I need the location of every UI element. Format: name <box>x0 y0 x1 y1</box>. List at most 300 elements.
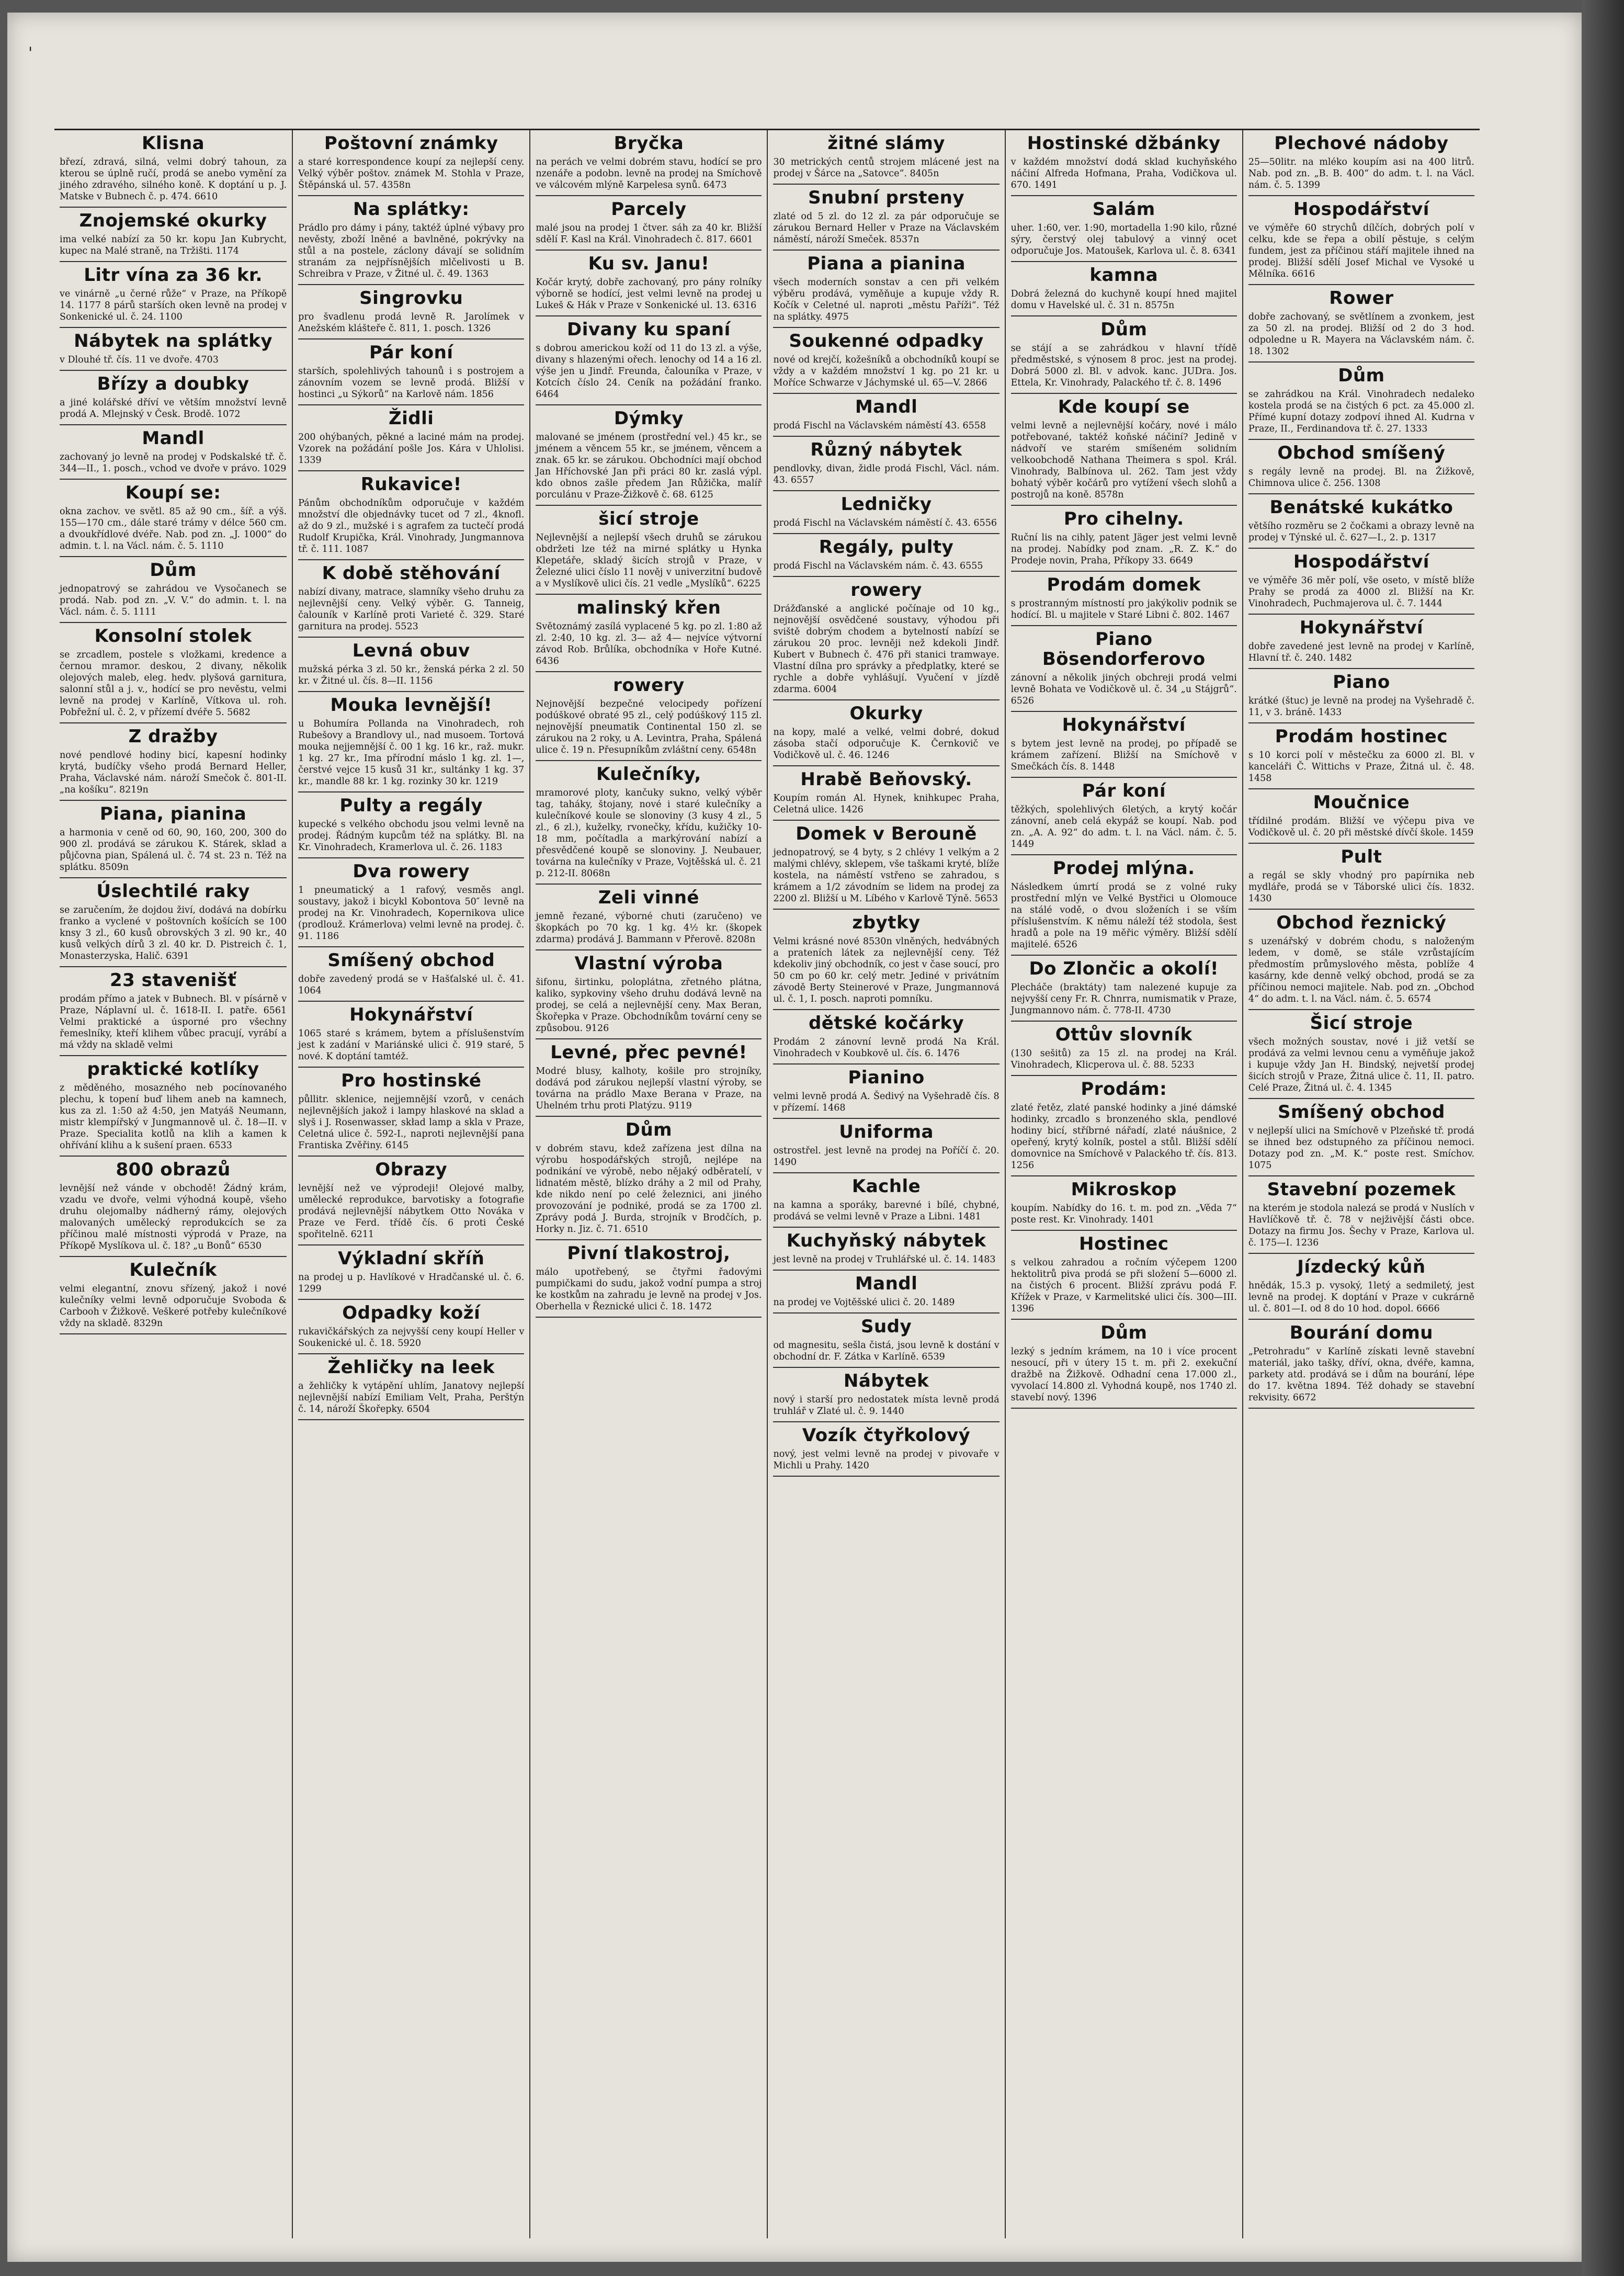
classified-ad <box>1011 1022 1237 1076</box>
ad-title: Smíšený obchod <box>327 950 495 971</box>
ad-title: Prodám hostinec <box>1275 726 1448 747</box>
classified-ad <box>1248 285 1474 363</box>
ad-title: Pro cihelny. <box>1063 508 1184 529</box>
ad-title: Jízdecký kůň <box>1297 1256 1426 1277</box>
column-5 <box>1005 130 1242 2238</box>
classified-ad <box>773 821 999 910</box>
classified-ad <box>1011 262 1237 316</box>
classified-ad <box>1248 494 1474 549</box>
ad-body: Drážďanské a anglické počínaje od 10 kg., nejnovější osvědčené soustavy, výhodou při sviště dobrým chodem a bytelností nabízí se zárukou 20 proc. levněji než kdekoli Jindř. Kubert v Bubnech č. 476 při stanici tramwaye. Vlastní dílna pro správky a předplatky, které se rychle a dobře vyhlášují. Vyučení v jízdě zdarma. 6004 <box>773 604 1000 695</box>
ad-body: jednopatrový se zahrádou ve Vysočanech se prodá. Nab. pod zn. „V. V.“ do admin. t. l. na Václ. nám. č. 5. 1111 <box>60 584 287 617</box>
ad-body: na perách ve velmi dobrém stavu, hodící se pro nzenáře a podobn. levně na prodej na Smíchově ve válcovém mlýně Karpelesa synů. 6473 <box>536 157 762 190</box>
ad-body: (130 sešitů) za 15 zl. na prodej na Král. Vinohradech, Klicperova ul. č. 88. 5233 <box>1010 1048 1237 1070</box>
ad-body: na kopy, malé a velké, velmi dobré, dokud zásoba stačí odporučuje K. Černkovič ve Vodičkově ul. č. 46. 1246 <box>773 727 1000 761</box>
ad-body: málo upotřebený, se čtyřmi řadovými pumpičkami do sudu, jakož vodní pumpa a stroj ke kostkům na zahradu je levně na prodej v Jos. Oberhella v Řeznické ulici č. 18. 1472 <box>536 1267 762 1312</box>
ad-body: s uzenářský v dobrém chodu, s naloženým ledem, v domě, se stále vzrůstajícím předmostím průmyslového města, poblíže 4 kasárny, kde denně velký obchod, prodá se za příčinou nemoci majitele. Nab. pod zn. „Obchod 4“ do adm. t. l. na Václ. nám. č. 5. 6574 <box>1248 936 1474 1004</box>
ad-body: ve vinárně „u černé růže“ v Praze, na Příkopě 14. 1177 8 párů starších oken levně na prodej v Sonkenické ul. č. 24. 1100 <box>60 289 287 322</box>
ad-body: 25—50litr. na mléko koupím asi na 400 litrů. Nab. pod zn. „B. B. 400“ do adm. t. l. na Václ. nám. č. 5. 1399 <box>1248 157 1474 190</box>
column-6 <box>1242 130 1480 2238</box>
ad-title: Ottův slovník <box>1055 1024 1193 1045</box>
classified-ad <box>1248 1320 1474 1409</box>
ad-body: prodá Fischl na Václavském nám. č. 43. 6555 <box>773 561 983 571</box>
ad-title: Mandl <box>855 397 918 417</box>
column-1 <box>54 130 292 2238</box>
ad-body: na prodej ve Vojtěšské ulici č. 20. 1489 <box>773 1297 955 1308</box>
ad-body: uher. 1:60, ver. 1:90, mortadella 1:90 kilo, různé sýry, čerstvý olej tabulový a vinný ocet odporučuje Jos. Matoušek, Karlova ul. č. 8. 6341 <box>1010 223 1237 256</box>
ad-title: Hokynářství <box>1299 617 1424 638</box>
classified-ad <box>60 262 287 328</box>
ad-title: Hrabě Beňovský. <box>800 769 972 790</box>
ad-body: lezký s jedním krámem, na 10 i více procent nesoucí, při v útery 15 t. m. při 2. exekuční dražbě na Žižkově. Odhadní cena 17.000 zl., vyvolací 14.800 zl. Vyhodná koupě, nos 1740 zl. stavebí nový. 1396 <box>1010 1346 1237 1403</box>
ad-body: Nejlevnější a nejlepší všech druhů se zárukou obdržeti lze též na mirné splátky u Hynka Klepetáře, skladý šicích strojů v Praze, v Železné ulici číslo 11 nověj v univerzitní budově a v Myslíkově ulici čís. 21 vedle „Myslíků“. 6225 <box>536 533 762 589</box>
ad-title: Ku sv. Janu! <box>588 253 710 274</box>
ad-body: s 10 korci polí v městečku za 6000 zl. Bl. v kanceláři Č. Wittichs v Praze, Žitná ul. č. 48. 1458 <box>1248 750 1474 784</box>
ad-body: Kočár krytý, dobře zachovaný, pro pány rolníky výborně se hodící, jest velmi levně na prodej u Lukeš & Hák v Praze v Sonkenické ul. 13. 6316 <box>536 277 762 311</box>
classified-ad <box>60 878 287 967</box>
classified-ad <box>1248 1176 1474 1254</box>
classified-ad <box>60 1157 287 1257</box>
ad-body: všech možných soustav, nové i již vetší se prodává za velmi levnou cenu a vyměňuje jakož i kupuje vždy Jan H. Bindský, nejvetší prodej šicích strojů v Praze, Žitná ulice č. 11, II. patro. Celé Praze, Žitná ul. č. 4. 1345 <box>1248 1037 1474 1093</box>
column-2 <box>292 130 529 2238</box>
ad-body: všech moderních sonstav a cen při velkém výběru prodává, vyměňuje a kupuje vždy R. Kočík v Celetné ul. naproti „městu Paříži“. Též na splátky. 4975 <box>773 277 1000 322</box>
classified-ad <box>60 1056 287 1157</box>
ad-title: Bryčka <box>614 133 684 154</box>
classified-ad <box>298 692 524 792</box>
ad-body: šifonu, širtinku, poloplátna, zřetného plátna, kaliko, sypkoviny všeho druhu dodává levně na prodej, se celá a nejlevnější ceny. Max Beran, Škořepka v Praze. Obchodníkům tovární ceny se způsobou. 9126 <box>536 977 762 1034</box>
ad-title: Hokynářství <box>1062 715 1186 735</box>
ad-body: dobře zachovaný, se světlínem a zvonkem, jest za 50 zl. na prodej. Bližší od 2 do 3 hod. odpoledne u R. Mayera na Václavském nám. č. 18. 1302 <box>1248 312 1474 357</box>
classified-ad <box>1011 394 1237 506</box>
classified-ad <box>773 491 999 534</box>
ad-body: na kamna a sporáky, barevné i bílé, chybné, prodává se velmi levně v Praze a Libni. 1481 <box>773 1200 1000 1222</box>
ad-title: Plechové nádoby <box>1274 133 1449 154</box>
ad-title: šicí stroje <box>598 508 699 529</box>
ad-body: zachovaný jo levně na prodej v Podskalské tř. č. 344—II., 1. posch., vchod ve dvoře v právo. 1029 <box>60 452 287 474</box>
classified-ad <box>1011 1076 1237 1176</box>
ad-title: Prodej mlýna. <box>1052 858 1195 879</box>
ad-title: zbytky <box>852 912 921 933</box>
classified-ad <box>298 1157 524 1245</box>
ad-body: v dobrém stavu, kdež zařízena jest dílna na výrobu hospodářských strojů, nejlépe na podnikání ve výrobě, nebo nějaký odběratelí, v lidnatém městě, blízko dráhy a 2 mil od Prahy, kde nikdo není po celé železnici, ani jiného provozování je podniké, prodá se za 1700 zl. Zprávy podá J. Burda, strojník v Brodčích, p. Horky n. Jiz. č. 71. 6510 <box>536 1143 762 1235</box>
classified-ad <box>298 1068 524 1157</box>
ad-title: Sudy <box>860 1316 912 1337</box>
ad-body: ima velké nabízí za 50 kr. kopu Jan Kubrycht, kupec na Malé straně, na Tržišti. 1174 <box>60 234 287 256</box>
ad-title: Klisna <box>142 133 205 154</box>
ad-title: Obrazy <box>375 1159 448 1180</box>
classified-ad <box>60 328 287 371</box>
classified-ad <box>536 251 762 316</box>
ad-body: se zaručením, že dojdou živí, dodává na dobírku franko a vyclené v poštovních košících se 100 knsy 3 zl., 60 kusů obrovských 3 zl. 90 kr., 40 kusů velkých dírů 3 zl. 40 kr. D. Pistreich č. 1, Monasterzyska, Halič. 6391 <box>60 905 287 961</box>
classified-ad <box>773 534 999 577</box>
classified-ad <box>773 1010 999 1065</box>
classified-ad <box>60 801 287 878</box>
ad-title: Mandl <box>142 428 205 449</box>
classified-ad <box>536 1240 762 1318</box>
classified-ad <box>60 371 287 425</box>
classified-ad <box>536 316 762 405</box>
classified-ad <box>773 328 999 394</box>
classified-ad <box>1248 910 1474 1010</box>
classified-ad <box>298 339 524 405</box>
ad-body: nový, jest velmi levně na prodej v pivovaře v Michli u Prahy. 1420 <box>773 1449 1000 1471</box>
ad-title: Úslechtilé raky <box>96 881 250 902</box>
ad-body: krátké (štuc) je levně na prodej na Vyšehradě č. 11, v 3. bráně. 1433 <box>1248 696 1474 718</box>
classified-ad <box>1011 1176 1237 1231</box>
ad-title: Bourání domu <box>1289 1322 1434 1343</box>
classified-ad <box>1011 626 1237 712</box>
ad-body: v nejlepší ulici na Smíchově v Plzeňské tř. prodá se ihned bez odstupného za příčinou nemoci. Dotazy pod zn. „M. K.“ poste rest. Smíchov. 1075 <box>1248 1126 1474 1171</box>
ad-title: Soukenné odpadky <box>789 331 984 352</box>
ad-title: Mikroskop <box>1071 1179 1177 1200</box>
classified-ad <box>1248 844 1474 910</box>
classified-ad <box>773 130 999 185</box>
classified-ad <box>1011 506 1237 572</box>
classified-ad <box>60 623 287 723</box>
ad-body: pendlovky, divan, židle prodá Fischl, Václ. nám. 43. 6557 <box>773 463 1000 485</box>
classified-ad <box>60 1257 287 1334</box>
classified-ad <box>298 1002 524 1068</box>
classified-ad <box>773 577 999 700</box>
classified-ad <box>298 792 524 858</box>
classified-ad <box>60 480 287 557</box>
ad-title: Hostinec <box>1079 1233 1169 1254</box>
ad-body: 200 ohýbaných, pěkné a laciné mám na prodej. Vzorek na požádání pošle Jos. Kára v Uhlolisi. 1339 <box>298 432 525 466</box>
ad-body: okna zachov. ve světl. 85 až 90 cm., šíř. a výš. 155—170 cm., dále staré trámy v délce 560 cm. a dvoukřídlové dvéře. Nab. pod zn. „J. 1000“ do admin. t. l. na Václ. nám. č. 5. 1110 <box>60 506 287 551</box>
ad-title: Nábytek na splátky <box>74 331 272 352</box>
classified-ad <box>1011 778 1237 855</box>
classified-ad <box>536 1117 762 1240</box>
ad-title: dětské kočárky <box>808 1013 964 1034</box>
ad-body: zlaté od 5 zl. do 12 zl. za pár odporučuje se zárukou Bernard Heller v Praze na Václavském náměstí, nároží Smeček. 8537n <box>773 211 1000 245</box>
classified-ad <box>536 595 762 672</box>
ad-title: Šicí stroje <box>1310 1013 1413 1034</box>
ad-title: Vlastní výroba <box>574 953 723 974</box>
classified-ad <box>536 672 762 761</box>
ad-title: Kachle <box>851 1176 921 1197</box>
ad-body: Dobrá železná do kuchyně koupí hned majitel domu v Havelské ul. č. 31 n. 8575n <box>1010 289 1237 311</box>
ad-title: Stavební pozemek <box>1267 1179 1456 1200</box>
newspaper-page <box>7 13 1582 2262</box>
ad-title: Ledničky <box>841 494 932 515</box>
ad-title: Obchod smíšený <box>1277 443 1446 463</box>
ad-body: a žehličky k vytápění uhlím, Janatovy nejlepší nejlevnější nabízí Emiliam Velt, Praha, Perštýn č. 14, nároží Škořepky. 6504 <box>298 1381 525 1414</box>
classified-ad <box>773 1313 999 1368</box>
classified-ad <box>60 723 287 801</box>
classified-ad <box>773 1065 999 1119</box>
ad-body: 1 pneumatický a 1 rafový, vesměs angl. soustavy, jakož i bicykl Kobontova 50″ levně na prodej na Kr. Vinohradech, Kopernikova ulice (prodlouž. Krámerlova) velmi levně na prodej. č. 91. 1186 <box>298 885 525 942</box>
classified-ad <box>60 967 287 1056</box>
ad-body: levnější než vánde v obchodě! Žádný krám, vzadu ve dvoře, velmi výhodná koupě, všeho druhu olejomalby nádherný rámy, olejových malovaných umělecký reprodukcích se za příčinou malé místnosti výprodá v Praze, na Příkopě Myslíkova ul. č. 18? „u Bonů“ 6530 <box>60 1183 287 1251</box>
ad-body: Velmi krásné nové 8530n vlněných, hedvábných a prateních látek za nejlevnější ceny. Též kdekoliv jiný obchodník, co jest v čase soucí, pro 50 cm po 60 kr. celý metr. Jediné v privátním závodě Berty Steinerové v Praze, Jungmannová ul. č. 1, I. posch. naproti pomníku. <box>773 936 1000 1004</box>
ad-title: Hokynářství <box>349 1004 473 1025</box>
ad-body: starších, spolehlivých tahounů i s postrojem a zánovním vozem se levně prodá. Bližší v hostinci „u Sýkorů“ na Karlově nám. 1856 <box>298 366 525 400</box>
ad-body: dobře zavedený prodá se v Hašťalské ul. č. 41. 1064 <box>298 974 525 996</box>
classified-ad <box>1248 1010 1474 1099</box>
ad-title: Regály, pulty <box>819 537 954 558</box>
classified-ad <box>773 1228 999 1271</box>
ad-title: Z dražby <box>128 726 218 747</box>
classified-ad <box>1248 440 1474 494</box>
ad-body: a jiné kolářské dříví ve větším množství levně prodá A. Mlejnský v Česk. Brodě. 1072 <box>60 398 287 420</box>
ad-title: kamna <box>1089 265 1159 286</box>
classified-ad <box>60 425 287 480</box>
classified-ad <box>1011 196 1237 262</box>
ad-body: ve výměře 36 měr polí, vše oseto, v místě blíže Prahy se prodá za 4000 zl. Bližší na Kr. Vinohradech, Puchmajerova ul. č. 7. 1444 <box>1248 575 1474 609</box>
classified-ad <box>773 1271 999 1313</box>
column-3 <box>529 130 767 2238</box>
ad-body: s regály levně na prodej. Bl. na Žižkově, Chimnova ulice č. 256. 1308 <box>1248 467 1474 489</box>
ad-title: Hospodářství <box>1293 551 1429 572</box>
ad-body: a staré korrespondence koupí za nejlepší ceny. Velký výběr poštov. známek M. Stohla v Praze, Štěpánská ul. 57. 4358n <box>298 157 525 190</box>
classified-ad <box>773 1422 999 1477</box>
ad-title: praktické kotlíky <box>87 1059 259 1080</box>
classified-ad <box>1248 1254 1474 1320</box>
ad-body: Plecháče (braktáty) tam nalezené kupuje za nejvyšší ceny Fr. R. Chnrra, numismatik v Praze, Jungmannovo nám. č. 778-II. 4730 <box>1010 982 1237 1016</box>
classified-ad <box>298 130 524 196</box>
classified-ad <box>1248 363 1474 440</box>
ad-title: Hospodářství <box>1293 199 1429 220</box>
ad-title: Vozík čtyřkolový <box>802 1425 971 1446</box>
ad-title: Pult <box>1341 846 1382 867</box>
ad-title: Hostinské džbánky <box>1027 133 1221 154</box>
ad-title: Na splátky: <box>353 199 470 220</box>
ad-body: od magnesitu, sešla čistá, jsou levně k dostání v obchodní dr. F. Zátka v Karlíně. 6539 <box>773 1340 1000 1362</box>
ad-body: jest levně na prodej v Truhlářské ul. č. 14. 1483 <box>773 1254 996 1265</box>
ad-title: Uniforma <box>839 1122 934 1142</box>
ad-title: Dům <box>1100 319 1148 340</box>
ad-title: Piana, pianina <box>99 803 247 824</box>
ad-body: hnědák, 15.3 p. vysoký, 1letý a sedmiletý, jest levně na prodej. K doptání v Praze v cukrárně ul. č. 801—I. od 8 do 10 hod. dopol. 6666 <box>1248 1281 1474 1314</box>
ad-body: levnější než ve výprodeji! Olejové malby, umělecké reprodukce, barvotisky a fotografie prodává nejlevnější nábytkem Otto Nováka v Praze ve Ferd. třídě čís. 6 proti České spořitelně. 6211 <box>298 1183 525 1240</box>
ad-body: se zahrádkou na Král. Vinohradech nedaleko kostela prodá se na čistých 6 pct. za 45.000 zl. Přímé kupní dotazy zodpoví ihned Al. Kudrna v Praze, II., Ferdinandova tř. č. 27. 1333 <box>1248 389 1474 434</box>
classified-ad <box>60 130 287 208</box>
classified-ad <box>298 858 524 947</box>
classified-ad <box>1248 130 1474 196</box>
classified-ad <box>298 405 524 471</box>
ad-title: Levné, přec pevné! <box>550 1042 747 1063</box>
classified-ad <box>1011 1231 1237 1320</box>
classified-ad <box>60 557 287 623</box>
ad-body: s prostranným místností pro jakýkoliv podnik se hodící. Bl. u majitele v Staré Libni č. 802. 1467 <box>1010 598 1237 620</box>
classified-ad <box>298 560 524 638</box>
ad-title: Poštovní známky <box>324 133 498 154</box>
ad-body: velmi levně prodá A. Šedivý na Vyšehradě čís. 8 v přízemí. 1468 <box>773 1091 1000 1113</box>
ad-body: nové pendlové hodiny bicí, kapesní hodinky krytá, budíčky všeho prodá Bernard Heller, Praha, Václavské nám. nároží Smečok č. 801-II. „na košíku“. 8219n <box>60 750 287 795</box>
ad-title: Divany ku spaní <box>567 319 731 340</box>
ad-body: „Petrohradu“ v Karlíně získati levně stavební materiál, jako tašky, dříví, okna, dvéře, kamna, parkety atd. prodává se i dům na bourání, lépe do 17. května 1894. Též dohady se stavební rekvisity. 6672 <box>1248 1346 1474 1403</box>
ad-body: většího rozměru se 2 čočkami a obrazy levně na prodej v Týnské ul. č. 627—I., 2. p. 1317 <box>1248 521 1474 543</box>
ad-body: Prodám 2 zánovní levně prodá Na Král. Vinohradech v Koubkově ul. čís. 6. 1476 <box>773 1037 1000 1059</box>
ad-body: kupecké s velkého obchodu jsou velmi levně na prodej. Řádným kupcům též na splátky. Bl. na Kr. Vinohradech, Kramerlova ul. č. 26. 1183 <box>298 819 525 853</box>
ad-title: Moučnice <box>1313 792 1410 813</box>
ad-body: Ruční lis na cihly, patent Jäger jest velmi levně na prodej. Nabídky pod znam. „R. Z. K.“ do Prodeje novin, Praha, Příkopy 33. 6649 <box>1010 533 1237 566</box>
classified-ad <box>1248 196 1474 285</box>
ad-title: Mouka levnější! <box>330 695 492 716</box>
classified-ad <box>536 1039 762 1117</box>
ad-title: Dům <box>150 560 197 581</box>
ad-body: s velkou zahradou a ročním výčepem 1200 hektolitrů piva prodá se při složení 5—6000 zl. na čistých 6 procent. Bližší zprávu podá F. Křížek v Praze, v Karmelitské ulici čís. 300—III. 1396 <box>1010 1258 1237 1314</box>
ad-title: Piano Bösendorferovo <box>1042 629 1206 670</box>
ad-body: nové od krejčí, kožešníků a obchodníků koupí se vždy a v každém množství 1 kg. po 21 kr. u Moříce Schwarze v Jáchymské ul. 65—V. 2866 <box>773 355 1000 388</box>
ad-body: na kterém je stodola nalezá se prodá v Nuslích v Havlíčkově tř. č. 78 v nejživější části obce. Dotazy na firmu Jos. Šechy v Praze, Karlova ul. č. 175—I. 1236 <box>1248 1203 1474 1248</box>
ad-body: 30 metrických centů strojem mlácené jest na prodej v Šárce na „Satovce“. 8405n <box>773 157 1000 179</box>
ad-title: Mandl <box>855 1273 918 1294</box>
ad-body: nový i starší pro nedostatek místa levně prodá truhlář v Zlaté ul. č. 9. 1440 <box>773 1395 1000 1417</box>
classified-ad <box>1011 712 1237 778</box>
ad-title: Kulečníky, <box>596 764 701 785</box>
classified-ad <box>773 437 999 491</box>
classified-ad <box>1248 789 1474 844</box>
scan-edge-shadow <box>1582 0 1624 2276</box>
ad-body: březí, zdravá, silná, velmi dobrý tahoun, za kterou se úplně ručí, prodá se anebo vymění za jiného zdravého, silného koně. K doptání u p. J. Matske v Bubnech č. p. 474. 6610 <box>60 157 287 202</box>
ad-title: Pianino <box>848 1067 925 1088</box>
classified-ad <box>298 638 524 692</box>
ad-title: rowery <box>850 580 922 601</box>
ad-title: Levná obuv <box>352 640 470 661</box>
ad-title: Do Zlončic a okolí! <box>1029 958 1219 979</box>
ad-title: 800 obrazů <box>116 1159 231 1180</box>
classified-ad <box>773 185 999 251</box>
ad-body: na prodej u p. Havlíkové v Hradčanské ul. č. 6. 1299 <box>298 1272 525 1294</box>
ad-title: Kulečník <box>129 1260 217 1281</box>
ad-body: se zrcadlem, postele s vložkami, kredence a černou mramor. deskou, 2 divany, několik olejových maleb, eleg. hedv. plyšová garnitura, salonní stůl a j. v., hodící se pro nevěstu, velmi levně na prodej v Karlíně, Vítkova ul. roh. Pobřežní ul. č. 2, v přízemí dvéře 5. 5682 <box>60 650 287 718</box>
classified-columns <box>54 129 1480 2238</box>
classified-ad <box>298 285 524 339</box>
classified-ad <box>60 208 287 262</box>
ad-body: zánovní a několik jiných obchreji prodá velmi levně Bohata ve Vodičkově ul. č. 34 „u Stájgrů“. 6526 <box>1010 673 1237 706</box>
classified-ad <box>773 1368 999 1422</box>
ad-body: 1065 staré s krámem, bytem a příslušenstvím jest k zadání v Mariánské ulici č. 919 staré, 5 nové. K doptání tamtéž. <box>298 1028 525 1062</box>
ad-body: ve výměře 60 strychů dílčích, dobrých polí v celku, kde se řepa a obilí pěstuje, s celým fundem, jest za příčinou stáří majitele ihned na prodej. Bližší sdělí Josef Michal ve Vysoké u Mělníka. 6616 <box>1248 223 1474 279</box>
ad-body: dobře zavedené jest levně na prodej v Karlíně, Hlavní tř. č. 240. 1482 <box>1248 641 1474 663</box>
ad-title: Konsolní stolek <box>94 626 252 647</box>
ad-body: v Dlouhé tř. čís. 11 ve dvoře. 4703 <box>60 355 219 365</box>
ad-body: prodá Fischl na Václavském náměstí 43. 6558 <box>773 421 986 431</box>
ad-body: z měděného, mosazného neb pocínovaného plechu, k topení buď lihem aneb na kamnech, kus za zl. 1:50 až 4:50, jen Matyáš Neumann, mistr klempířský v Jungmannově ul. č. 18—II. v Praze. Specialita kotlů na klih a kamen k ohřívání klihu a k sušení praen. 6533 <box>60 1083 287 1151</box>
ad-title: Nábytek <box>843 1371 929 1391</box>
ad-title: Dýmky <box>614 408 684 429</box>
ad-body: a harmonia v ceně od 60, 90, 160, 200, 300 do 900 zl. prodává se zárukou K. Stárek, sklad a půjčovna pian, Spálená ul. č. 74 st. 23 n. Též na splátku. 8509n <box>60 828 287 873</box>
ad-title: Kde koupí se <box>1058 397 1190 417</box>
ad-title: Rower <box>1329 288 1394 309</box>
ad-title: Židli <box>389 408 434 429</box>
ad-title: Pivní tlakostroj, <box>567 1243 731 1264</box>
ad-body: mužská pérka 3 zl. 50 kr., ženská pérka 2 zl. 50 kr. v Žitné ul. čís. 8—II. 1156 <box>298 664 525 686</box>
ad-title: 23 stavenišť <box>109 970 237 991</box>
ad-title: K době stěhování <box>322 563 501 584</box>
ad-body: s dobrou americkou koží od 11 do 13 zl. a výše, divany s hlazenými ořech. lenochy od 14 a 16 zl. výše jen u Jindř. Freunda, čalouníka v Praze, v Kotcích číslo 24. Ceník na požádání franko. 6464 <box>536 343 762 400</box>
classified-ad <box>773 766 999 821</box>
classified-ad <box>1011 855 1237 956</box>
ad-title: Pár koní <box>1082 780 1166 801</box>
ad-title: Litr vína za 36 kr. <box>84 265 263 286</box>
classified-ad <box>536 761 762 885</box>
ad-title: Singrovku <box>359 288 463 309</box>
classified-ad <box>536 130 762 196</box>
ad-body: se stájí a se zahrádkou v hlavní třídě předměstské, s výnosem 8 proc. jest na prodej. Dobrá 5000 zl. Bl. v advok. kanc. JUDra. Jos. Ettela, Kr. Vinohrady, Palackého tř. č. 8. 1496 <box>1010 343 1237 388</box>
ad-body: Světoznámý zasílá vyplacené 5 kg. po zl. 1:80 až zl. 2:40, 10 kg. zl. 3— až 4— nejvíce výtvorní závod Rob. Brůlíka, obchodníka v Hoře Kutné. 6436 <box>536 621 762 666</box>
classified-ad <box>773 700 999 766</box>
ad-title: Břízy a doubky <box>97 373 249 394</box>
classified-ad <box>536 885 762 950</box>
ad-body: koupím. Nabídky do 16. t. m. pod zn. „Věda 7“ poste rest. Kr. Vinohrady. 1401 <box>1010 1203 1237 1225</box>
classified-ad <box>1011 1320 1237 1409</box>
classified-ad <box>773 1173 999 1228</box>
classified-ad <box>1011 316 1237 394</box>
ad-body: malé jsou na prodej 1 čtver. sáh za 40 kr. Bližší sdělí F. Kasl na Král. Vinohradech č. 817. 6601 <box>536 223 762 245</box>
ad-title: malinský křen <box>576 597 721 618</box>
classified-ad <box>1248 1099 1474 1176</box>
ad-title: Okurky <box>849 703 923 724</box>
ad-title: Různý nábytek <box>810 439 962 460</box>
classified-ad <box>1011 572 1237 626</box>
column-4 <box>767 130 1004 2238</box>
ad-body: velmi elegantní, znovu sřízený, jakož i nové kulečníky velmi levně odporučuje Svoboda & Carbooh v Žižkově. Veškeré potřeby kulečníkové vždy na skladě. 8329n <box>60 1284 287 1329</box>
classified-ad <box>298 196 524 285</box>
ad-title: Kuchyňský nábytek <box>786 1230 986 1251</box>
ad-body: velmi levně a nejlevnější kočáry, nové i málo potřebované, taktéž koňské náčiní? Jedině v nádvoří ve starém smíšeném solidním velkoobchodě Nathana Theimera s spol. Král. Vinohrady, Balbínova ul. 262. Tam jest vždy bohatý výběr kočárů pro vytížení všech slohů a postrojů na koně. 8578n <box>1010 421 1237 500</box>
classified-ad <box>536 196 762 251</box>
classified-ad <box>1011 956 1237 1022</box>
ad-body: prodá Fischl na Václavském náměstí č. 43. 6556 <box>773 518 997 528</box>
ad-body: Prádlo pro dámy i pány, taktéž úplné výbavy pro nevěsty, zboží lněné a bavlněné, pokrývky na stůl a na postele, záclony dávají se solidním stranám za nejpřísnějších mlčelivosti u B. Schreibra v Praze, v Žitné ul. č. 49. 1363 <box>298 223 525 279</box>
ad-body: Modré blusy, kalhoty, košile pro strojníky, dodává pod zárukou nejlepší vlastní výroby, se továrna na prádlo Maxe Berana v Praze, na Uhelném trhu proti Platýzu. 9119 <box>536 1066 762 1111</box>
ad-title: Odpadky koží <box>342 1303 481 1323</box>
ad-body: jednopatrový, se 4 byty, s 2 chlévy 1 velkým a 2 malými chlévy, sklepem, vše taškami kryté, blíže kostela, na náměstí vstřeno se zahradou, s krámem a 1/2 závodním se lidem na prodej za 2200 zl. Bližší u M. Líbého v Karlově Týně. 5653 <box>773 847 1000 904</box>
classified-ad <box>1248 669 1474 723</box>
ad-title: Dům <box>1338 365 1385 386</box>
ad-body: u Bohumíra Pollanda na Vinohradech, roh Rubešovy a Brandlovy ul., nad musoem. Tortová mouka nejjemnější č. 00 1 kg. 16 kr., raž. mukr. 1 kg. 27 kr., Ima přírodní máslo 1 kg. zl. 1—, čerstvé vejce 15 kusů 31 kr., sultánky 1 kg. 37 kr., mandle 88 kr. 1 kg. rozinky 30 kr. 1219 <box>298 719 525 787</box>
classified-ad <box>773 1119 999 1173</box>
classified-ad <box>773 910 999 1010</box>
classified-ad <box>298 1300 524 1354</box>
ad-title: Parcely <box>611 199 687 220</box>
ad-title: Piano <box>1333 672 1390 693</box>
classified-ad <box>773 394 999 437</box>
ad-title: Zeli vinné <box>598 887 699 908</box>
ad-body: mramorové ploty, kančuky sukno, velký výběr tag, taháky, štojany, nové i staré kulečníky a kulečníkové koule se slonoviny (3 kusy 4 zl., 5 zl., 6 zl.), kuželky, rvonečky, křídu, kužičky 10-18 mm, počítadla a markýrování nabízí a přesvědčené koupě se slonoviny. J. Neubauer, továrna na kulečníky v Praze, Vojtěšská ul. č. 21 p. 212-II. 8068n <box>536 788 762 879</box>
ad-title: Domek v Berouně <box>796 823 977 844</box>
classified-ad <box>536 405 762 506</box>
ad-title: Dům <box>1100 1322 1148 1343</box>
ad-title: žitné slámy <box>827 133 945 154</box>
classified-ad <box>773 251 999 328</box>
ad-body: malované se jménem (prostřední vel.) 45 kr., se jménem a věncem 55 kr., se jménem, věncem a znak. 65 kr. se zárukou. Obchodníci mají obchod Jan Hříchovské Jan při práci 80 kr. zaslá výpl. kdo obnos zašle předem Jan Růžička, malíř porculánu v Praze-Žižkově č. 68. 6125 <box>536 432 762 500</box>
ad-body: ostrostřel. jest levně na prodej na Poříčí č. 20. 1490 <box>773 1146 1000 1168</box>
classified-ad <box>298 1245 524 1300</box>
ad-body: prodám přímo a jatek v Bubnech. Bl. v písárně v Praze, Náplavní ul. č. 1618-II. I. patře. 6561 Velmi praktické a úsporné pro všechny řemeslníky, kteří klihem vůbec pracují, vyrábí a má vždy na skladě velmi <box>60 994 287 1050</box>
classified-ad <box>298 1354 524 1420</box>
ad-title: Dům <box>625 1119 673 1140</box>
classified-ad <box>536 950 762 1039</box>
classified-ad <box>1248 723 1474 789</box>
ad-title: Obchod řeznický <box>1276 912 1447 933</box>
classified-ad <box>536 506 762 595</box>
classified-ad <box>1248 615 1474 669</box>
ad-title: Pár koní <box>369 342 453 363</box>
ad-body: s bytem jest levně na prodej, po případě se krámem zařízení. Bližší na Smíchově v Smečkách čís. 8. 1448 <box>1010 739 1237 772</box>
ad-body: zlaté řetěz, zlaté panské hodinky a jiné dámské hodinky, zrcadlo s bronzeného skla, pendlové hodiny bicí, stříbrné nářadí, zlaté náušnice, 2 opeřený, krytý kolník, postel a stůl. Bližší sdělí domovnice na Smíchově v Palackého tř. čís. 813. 1256 <box>1010 1103 1237 1171</box>
ad-body: těžkých, spolehlivých 6letých, a krytý kočár zánovní, aneb celá ekypáž se koupí. Nab. pod zn. „A. A. 92“ do adm. t. l. na Václ. nám. č. 5. 1449 <box>1010 805 1237 850</box>
ad-title: Snubní prsteny <box>808 187 965 208</box>
classified-ad <box>1248 549 1474 615</box>
ad-title: Smíšený obchod <box>1277 1102 1445 1123</box>
ad-title: rowery <box>613 675 685 696</box>
ad-title: Benátské kukátko <box>1269 497 1453 518</box>
ad-body: jemně řezané, výborné chuti (zaručeno) ve škopkách po 70 kg. 1 kg. 4½ kr. (škopek zdarma) prodává J. Bammann v Přerově. 8208n <box>536 911 762 945</box>
ad-title: Piana a pianina <box>807 253 966 274</box>
ad-body: Koupím román Al. Hynek, knihkupec Praha, Celetná ulice. 1426 <box>773 793 1000 815</box>
